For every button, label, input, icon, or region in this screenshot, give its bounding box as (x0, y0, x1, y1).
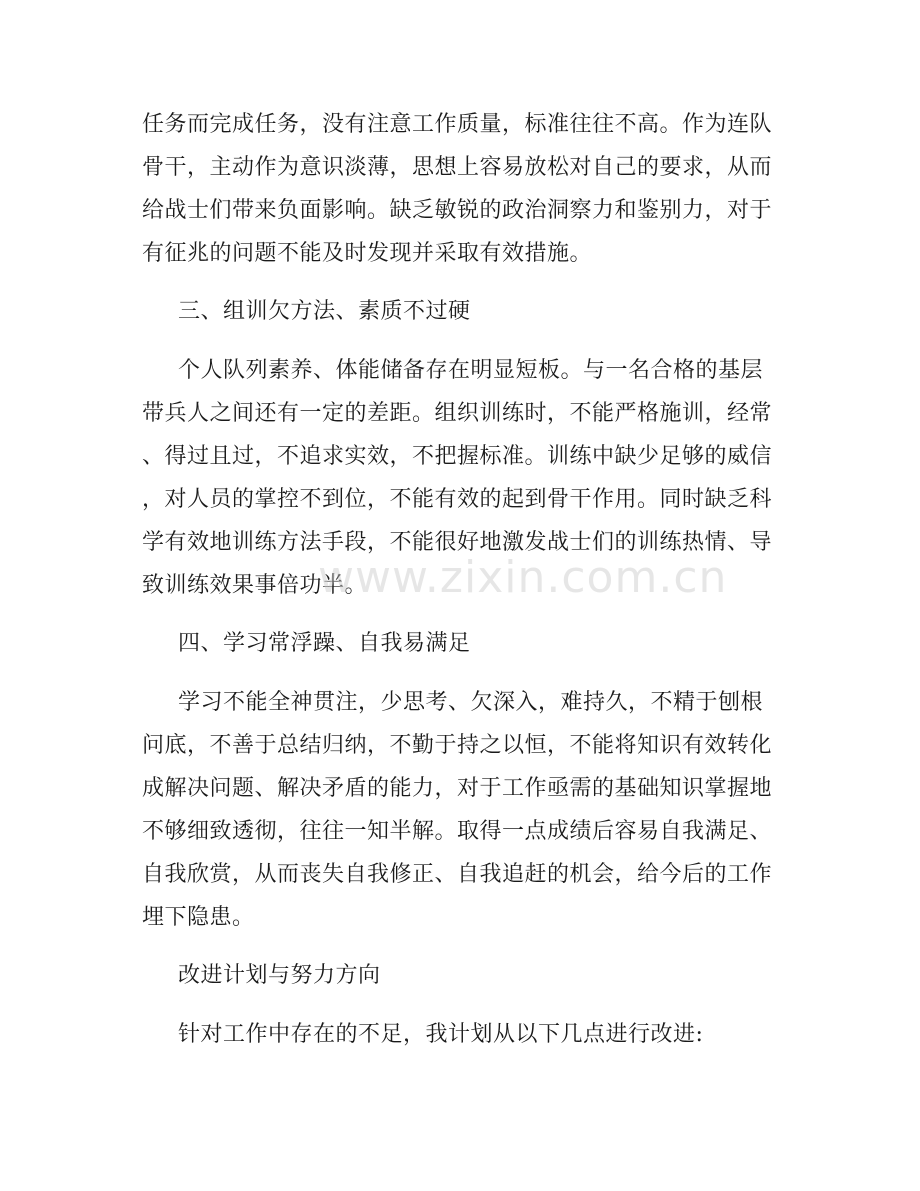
text-line: 学习不能全神贯注，少思考、欠深入，难持久，不精于刨根 (178, 690, 764, 715)
text-line: 任务而完成任务，没有注意工作质量，标准往往不高。作为连队 (142, 112, 773, 137)
text-line: 致训练效果事倍功半。 (142, 573, 368, 598)
section-heading: 改进计划与努力方向 (178, 963, 381, 988)
text-line: 有征兆的问题不能及时发现并采取有效措施。 (142, 241, 593, 266)
text-line: 个人队列素养、体能储备存在明显短板。与一名合格的基层 (178, 358, 764, 383)
text-line: 埋下隐患。 (142, 905, 255, 930)
text-line: 自我欣赏，从而丧失自我修正、自我追赶的机会，给今后的工作 (142, 862, 773, 887)
text-line: 成解决问题、解决矛盾的能力，对于工作亟需的基础知识掌握地 (142, 776, 773, 801)
text-line: 带兵人之间还有一定的差距。组织训练时，不能严格施训，经常 (142, 401, 773, 426)
text-line: 问底，不善于总结归纳，不勤于持之以恒，不能将知识有效转化 (142, 733, 773, 758)
section-heading: 四、学习常浮躁、自我易满足 (178, 631, 471, 656)
watermark: www.zixin.com.cn (318, 552, 728, 603)
section-heading: 三、组训欠方法、素质不过硬 (178, 299, 471, 324)
text-line: 给战士们带来负面影响。缺乏敏锐的政治洞察力和鉴别力，对于 (142, 198, 773, 223)
text-line: ，对人员的掌控不到位，不能有效的起到骨干作用。同时缺乏科 (142, 487, 773, 512)
text-line: 学有效地训练方法手段，不能很好地激发战士们的训练热情、导 (142, 530, 773, 555)
text-line: 骨干，主动作为意识淡薄，思想上容易放松对自己的要求，从而 (142, 155, 773, 180)
text-line: 不够细致透彻，往往一知半解。取得一点成绩后容易自我满足、 (142, 819, 773, 844)
text-line: 针对工作中存在的不足，我计划从以下几点进行改进: (178, 1022, 704, 1047)
text-line: 、得过且过，不追求实效，不把握标准。训练中缺少足够的威信 (142, 444, 773, 469)
